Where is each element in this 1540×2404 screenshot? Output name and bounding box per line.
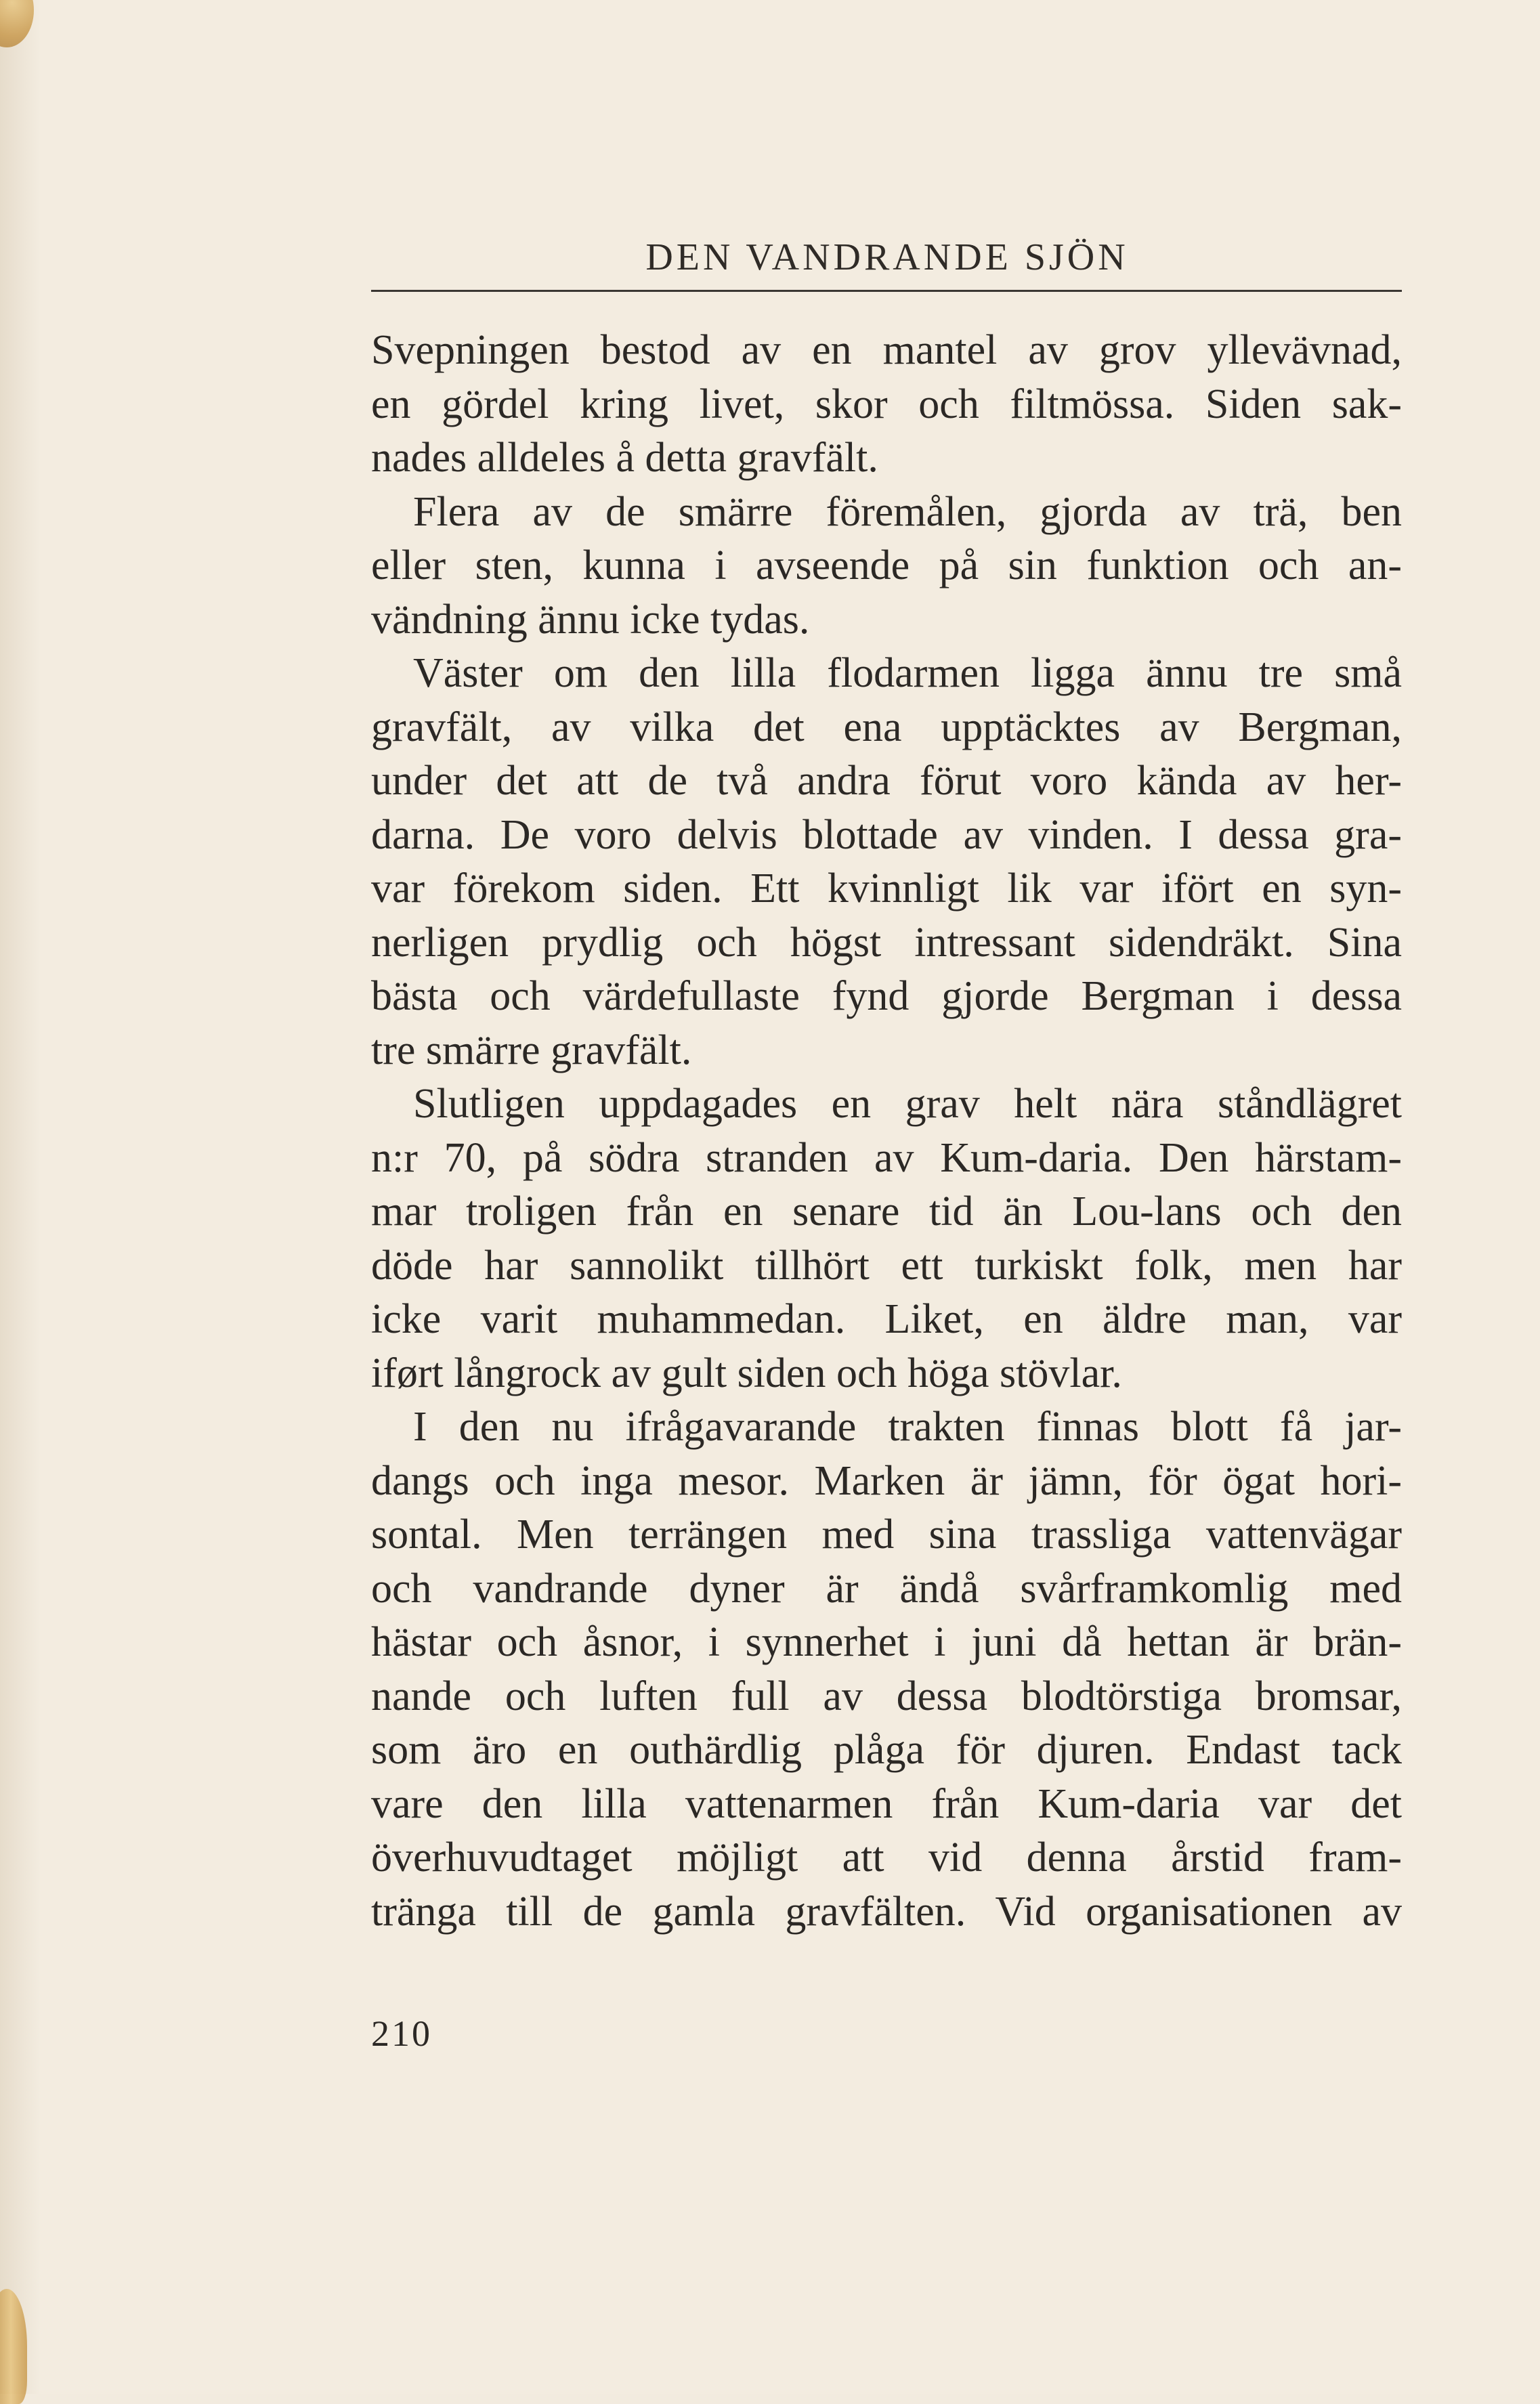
text-line: under det att de två andra förut voro kända av her-: [371, 758, 1402, 804]
text-line: tre smärre gravfält.: [371, 1027, 692, 1073]
text-line: gravfält, av vilka det ena upptäcktes av Bergman,: [371, 704, 1402, 750]
text-line: Svepningen bestod av en mantel av grov yllevävnad,: [371, 327, 1402, 373]
running-head: DEN VANDRANDE SJÖN: [645, 236, 1129, 278]
text-line: och vandrande dyner är ändå svårframkomlig med: [371, 1565, 1402, 1612]
text-line: hästar och åsnor, i synnerhet i juni då hettan är brän-: [371, 1619, 1402, 1665]
text-line: Slutligen uppdagades en grav helt nära ståndlägret: [413, 1081, 1402, 1127]
text-line: dangs och inga mesor. Marken är jämn, för ögat hori-: [371, 1457, 1402, 1504]
text-line: I den nu ifrågavarande trakten finnas blott få jar-: [413, 1404, 1402, 1450]
text-line: tränga till de gamla gravfälten. Vid organisationen av: [371, 1888, 1402, 1935]
text-line: iført långrock av gult siden och höga stövlar.: [371, 1350, 1122, 1396]
text-line: nades alldeles å detta gravfält.: [371, 435, 878, 481]
text-line: eller sten, kunna i avseende på sin funktion och an-: [371, 542, 1402, 588]
text-line: som äro en outhärdlig plåga för djuren. Endast tack: [371, 1727, 1402, 1773]
text-line: nande och luften full av dessa blodtörstiga bromsar,: [371, 1673, 1402, 1719]
text-line: darna. De voro delvis blottade av vinden. I dessa gra-: [371, 811, 1402, 858]
text-line: var förekom siden. Ett kvinnligt lik var ifört en syn-: [371, 865, 1402, 911]
text-line: nerligen prydlig och högst intressant sidendräkt. Sina: [371, 919, 1402, 966]
text-line: sontal. Men terrängen med sina trassliga vattenvägar: [371, 1511, 1402, 1558]
text-line: mar troligen från en senare tid än Lou-lans och den: [371, 1188, 1402, 1235]
page-number: 210: [371, 2013, 432, 2054]
header-rule: [371, 290, 1402, 292]
text-line: bästa och värdefullaste fynd gjorde Bergman i dessa: [371, 973, 1402, 1019]
page-gutter-shadow: [0, 0, 41, 2394]
text-line: n:r 70, på södra stranden av Kum-daria. Den härstam-: [371, 1134, 1402, 1181]
text-line: Flera av de smärre föremålen, gjorda av trä, ben: [413, 488, 1402, 535]
text-line: icke varit muhammedan. Liket, en äldre man, var: [371, 1296, 1402, 1342]
body-text: [371, 324, 1402, 1939]
text-line: en gördel kring livet, skor och filtmössa. Siden sak-: [371, 381, 1402, 427]
text-line: vare den lilla vattenarmen från Kum-daria var det: [371, 1780, 1402, 1827]
text-line: vändning ännu icke tydas.: [371, 596, 810, 643]
text-line: Väster om den lilla flodarmen ligga ännu tre små: [413, 650, 1402, 696]
text-line: döde har sannolikt tillhört ett turkiskt folk, men har: [371, 1242, 1402, 1289]
text-line: överhuvudtaget möjligt att vid denna årstid fram-: [371, 1834, 1402, 1881]
